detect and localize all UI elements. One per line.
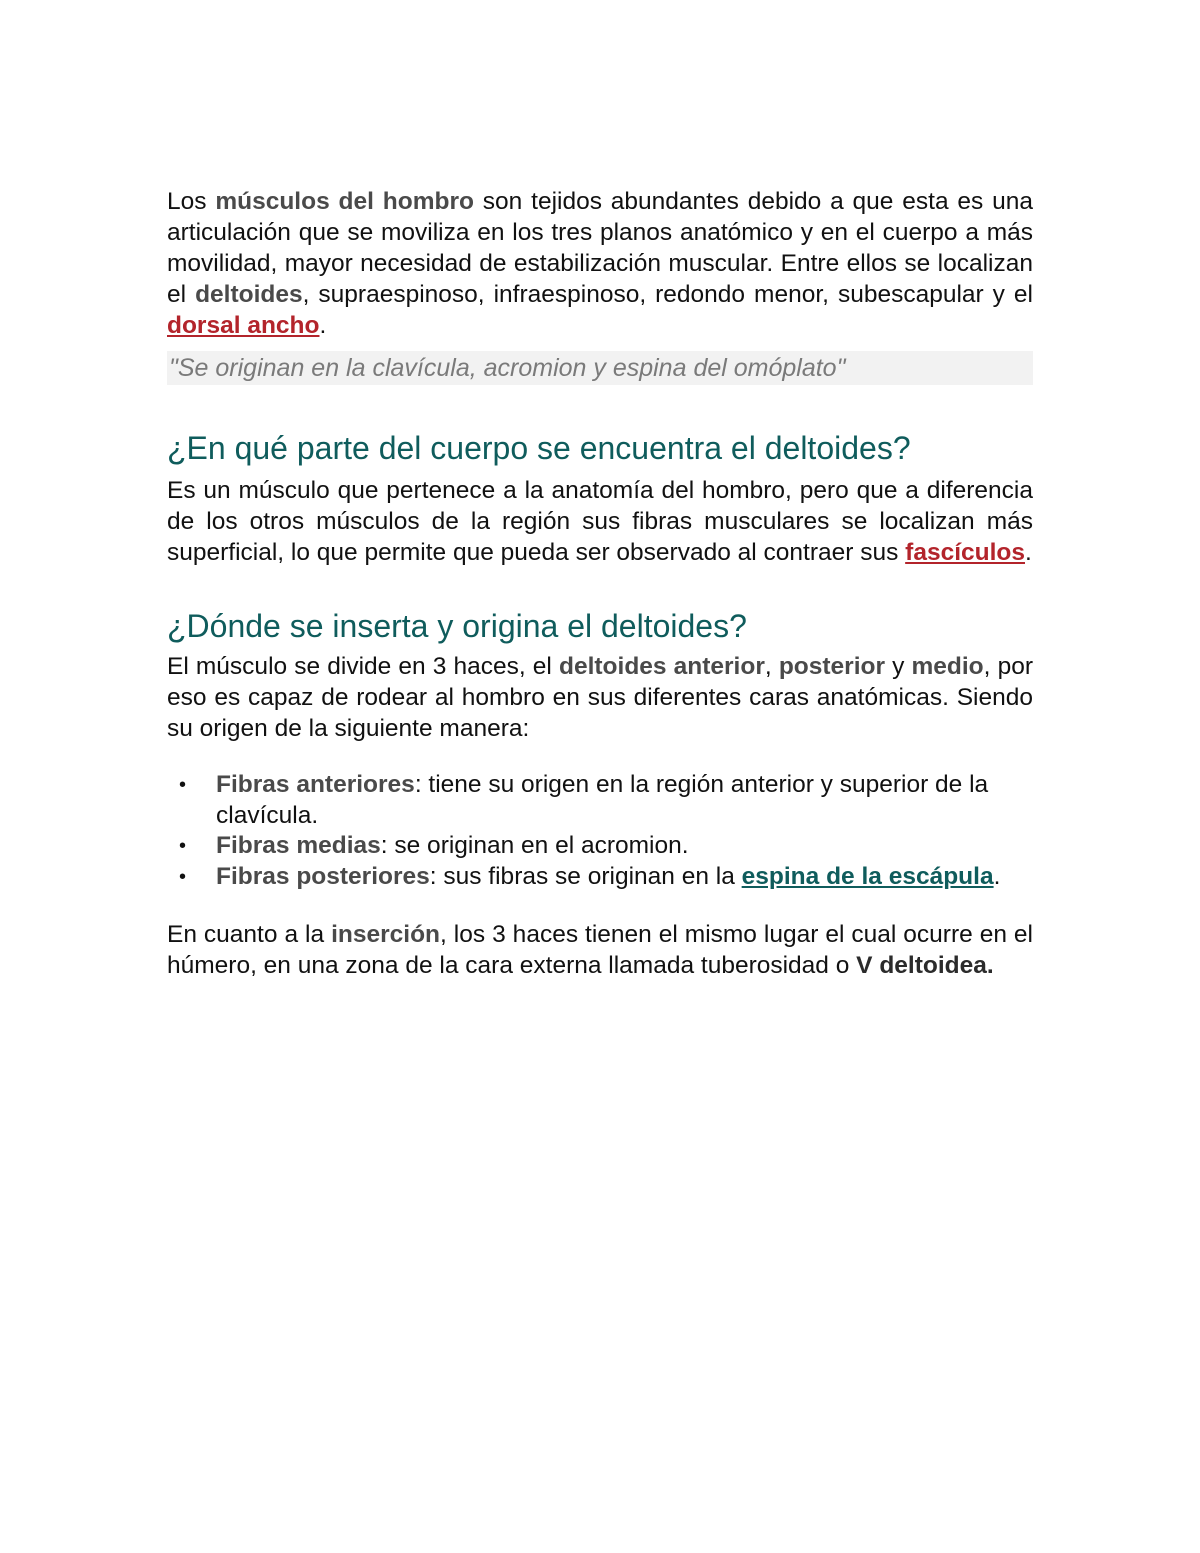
ubicacion-text-1: Es un músculo que pertenece a la anatomía del hombro, pero que a diferencia de los otros músculos de la región sus fibras musculares se localizan más superficial, lo que permite que pueda ser observado al contraer sus <box>167 477 1033 566</box>
insercion-text-2: , los 3 haces tienen el mismo lugar el cual ocurre en el húmero, en una zona de la cara externa llamada tuberosidad o <box>167 921 1033 979</box>
text-medias: : se originan en el acromion. <box>380 832 689 859</box>
haces-bold-posterior: posterior <box>778 653 885 680</box>
haces-text-3: y <box>885 653 912 680</box>
after-posteriores: . <box>993 862 1001 890</box>
intro-text-4: . <box>319 312 327 339</box>
bullet-icon: • <box>179 865 187 888</box>
fibers-list <box>167 770 1033 892</box>
haces-bold-medio: medio <box>911 653 984 680</box>
haces-text-4: , por eso es capaz de rodear al hombro en sus diferentes caras anatómicas. Siendo su origen de la siguiente manera: <box>167 653 1033 742</box>
intro-paragraph <box>167 186 1033 341</box>
ubicacion-paragraph <box>167 475 1033 568</box>
haces-paragraph <box>167 651 1033 744</box>
bullet-icon: • <box>179 835 187 857</box>
text-anteriores: : tiene su origen en la región anterior y superior de la clavícula. <box>216 771 989 829</box>
term-posteriores: Fibras posteriores <box>216 862 430 890</box>
intro-text-2: son tejidos abundantes debido a que esta es una articulación que se moviliza en los tres planos anatómico y en el cuerpo a más movilidad, mayor necesidad de estabilización muscular. Entre ellos se localizan el <box>167 188 1033 308</box>
intro-text-3: , supraespinoso, infraespinoso, redondo menor, subescapular y el <box>302 281 1033 308</box>
ubicacion-text-2: . <box>1025 539 1032 566</box>
espina-escapula-link[interactable]: espina de la escápula <box>741 862 994 890</box>
haces-text-2: , <box>764 653 779 680</box>
dorsal-ancho-link[interactable]: dorsal ancho <box>167 312 320 339</box>
heading-ubicacion: ¿En qué parte del cuerpo se encuentra el deltoides? <box>167 430 911 466</box>
intro-bold-musculos: músculos del hombro <box>215 188 474 215</box>
insercion-paragraph <box>167 919 1033 981</box>
haces-bold-anterior: deltoides anterior <box>558 653 765 680</box>
bullet-icon: • <box>179 774 187 796</box>
v-deltoidea-bold: V deltoidea. <box>856 952 994 979</box>
list-item-posteriores <box>167 862 1026 893</box>
document-page <box>167 186 1033 981</box>
haces-text-1: El músculo se divide en 3 haces, el <box>167 653 559 680</box>
list-item-anteriores <box>167 770 1026 831</box>
insercion-text-1: En cuanto a la <box>167 921 332 948</box>
term-medias: Fibras medias <box>216 832 381 859</box>
insercion-bold: inserción <box>331 921 441 948</box>
term-anteriores: Fibras anteriores <box>216 771 415 798</box>
intro-text-1: Los <box>167 188 216 215</box>
intro-bold-deltoides: deltoides <box>195 281 303 308</box>
text-posteriores: : sus fibras se originan en la <box>429 862 742 890</box>
fasciculos-link[interactable]: fascículos <box>905 539 1025 566</box>
list-item-medias <box>167 831 1026 862</box>
quote-block: "Se originan en la clavícula, acromion y espina del omóplato" <box>167 351 1033 385</box>
heading-insercion-origen: ¿Dónde se inserta y origina el deltoides? <box>167 608 747 644</box>
